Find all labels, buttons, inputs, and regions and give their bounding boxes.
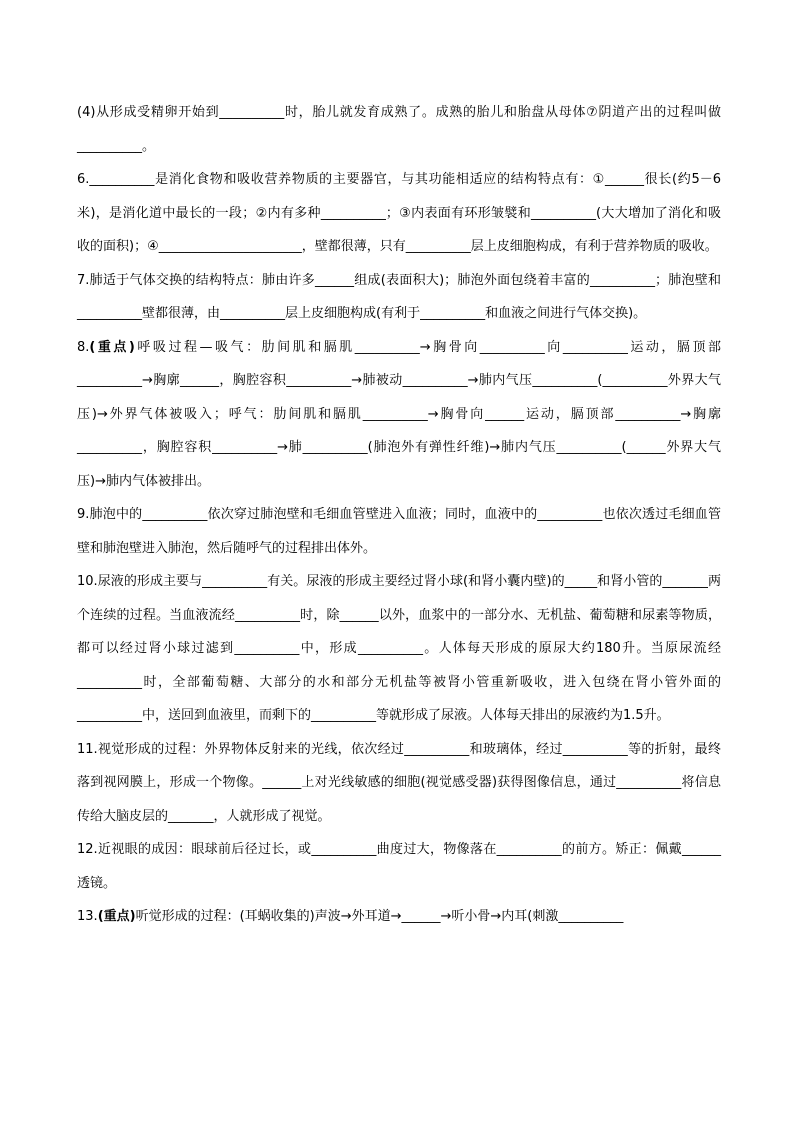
text-run: (4)从形成受精卵开始到__________时，胎儿就发育成熟了。成熟的胎儿和胎盘从母体⑦阴道产出的过程叫做__________。 [77, 105, 721, 154]
text-run: 6.__________是消化食物和吸收营养物质的主要器官，与其功能相适应的结构特点有：①______很长(约5－6米)，是消化道中最长的一段；②内有多种__________；③内表面有环形皱襞和__________(大大增加了消化和吸收的面积)；④______________________，壁都很薄，只有__________层上皮细胞构成，有利于营养物质的吸收。 [77, 172, 721, 254]
key-point-label: (重点) [97, 909, 136, 924]
question-9-gas-exchange [77, 498, 721, 565]
text-run: 9.肺泡中的__________依次穿过肺泡壁和毛细血管壁进入血液；同时，血液中的__________也依次透过毛细血管壁和肺泡壁进入肺泡，然后随呼气的过程排出体外。 [77, 507, 721, 556]
question-13-hearing [77, 900, 721, 934]
question-8-breathing-process [77, 331, 721, 499]
text-run: 11.视觉形成的过程：外界物体反射来的光线，依次经过__________和玻璃体，经过__________等的折射，最终落到视网膜上，形成一个物像。______上对光线敏感的细胞(视觉感受器)获得图像信息，通过__________将信息传给大脑皮层的_______，人就形成了视觉。 [77, 741, 721, 824]
question-12-myopia [77, 833, 721, 900]
question-11-vision [77, 733, 721, 834]
text-run: 10.尿液的形成主要与__________有关。尿液的形成主要经过肾小球(和肾小囊内壁)的_____和肾小管的_______两个连续的过程。当血液流经__________时，除______以外，血浆中的一部分水、无机盐、葡萄糖和尿素等物质，都可以经过肾小球过滤到__________中，形成__________。人体每天形成的原尿大约180升。当原尿流经__________时，全部葡萄糖、大部分的水和部分无机盐等被肾小管重新吸收，进入包绕在肾小管外面的__________中，送回到血液里，而剩下的__________等就形成了尿液。人体每天排出的尿液约为1.5升。 [77, 574, 721, 723]
question-10-urine-formation [77, 565, 721, 733]
question-7-lung-structure [77, 264, 721, 331]
text-run: 8. [77, 339, 90, 355]
question-6-small-intestine [77, 163, 721, 264]
worksheet-body [77, 96, 721, 934]
text-run: 7.肺适于气体交换的结构特点：肺由许多______组成(表面积大)；肺泡外面包绕着丰富的__________；肺泡壁和__________壁都很薄，由__________层上皮细胞构成(有利于__________和血液之间进行气体交换)。 [77, 272, 721, 321]
text-run: 呼吸过程—吸气：肋间肌和膈肌__________→胸骨向__________向__________运动，膈顶部__________→胸廓______，胸腔容积__________→肺被动__________→肺内气压__________(__________外界大气压)→外界气体被吸入；呼气：肋间肌和膈肌__________→胸骨向______运动，膈顶部__________→胸廓__________，胸腔容积__________→肺__________(肺泡外有弹性纤维)→肺内气压__________(______外界大气压)→肺内气体被排出。 [77, 339, 721, 489]
key-point-label: (重点) [89, 339, 135, 355]
text-run: 13. [77, 909, 98, 924]
text-run: 听觉形成的过程：(耳蜗收集的)声波→外耳道→______→听小骨→内耳(刺激__________ [135, 909, 624, 924]
text-run: 12.近视眼的成因：眼球前后径过长，或__________曲度过大，物像落在__________的前方。矫正：佩戴______透镜。 [77, 842, 721, 891]
question-4-fill-blank [77, 96, 721, 163]
